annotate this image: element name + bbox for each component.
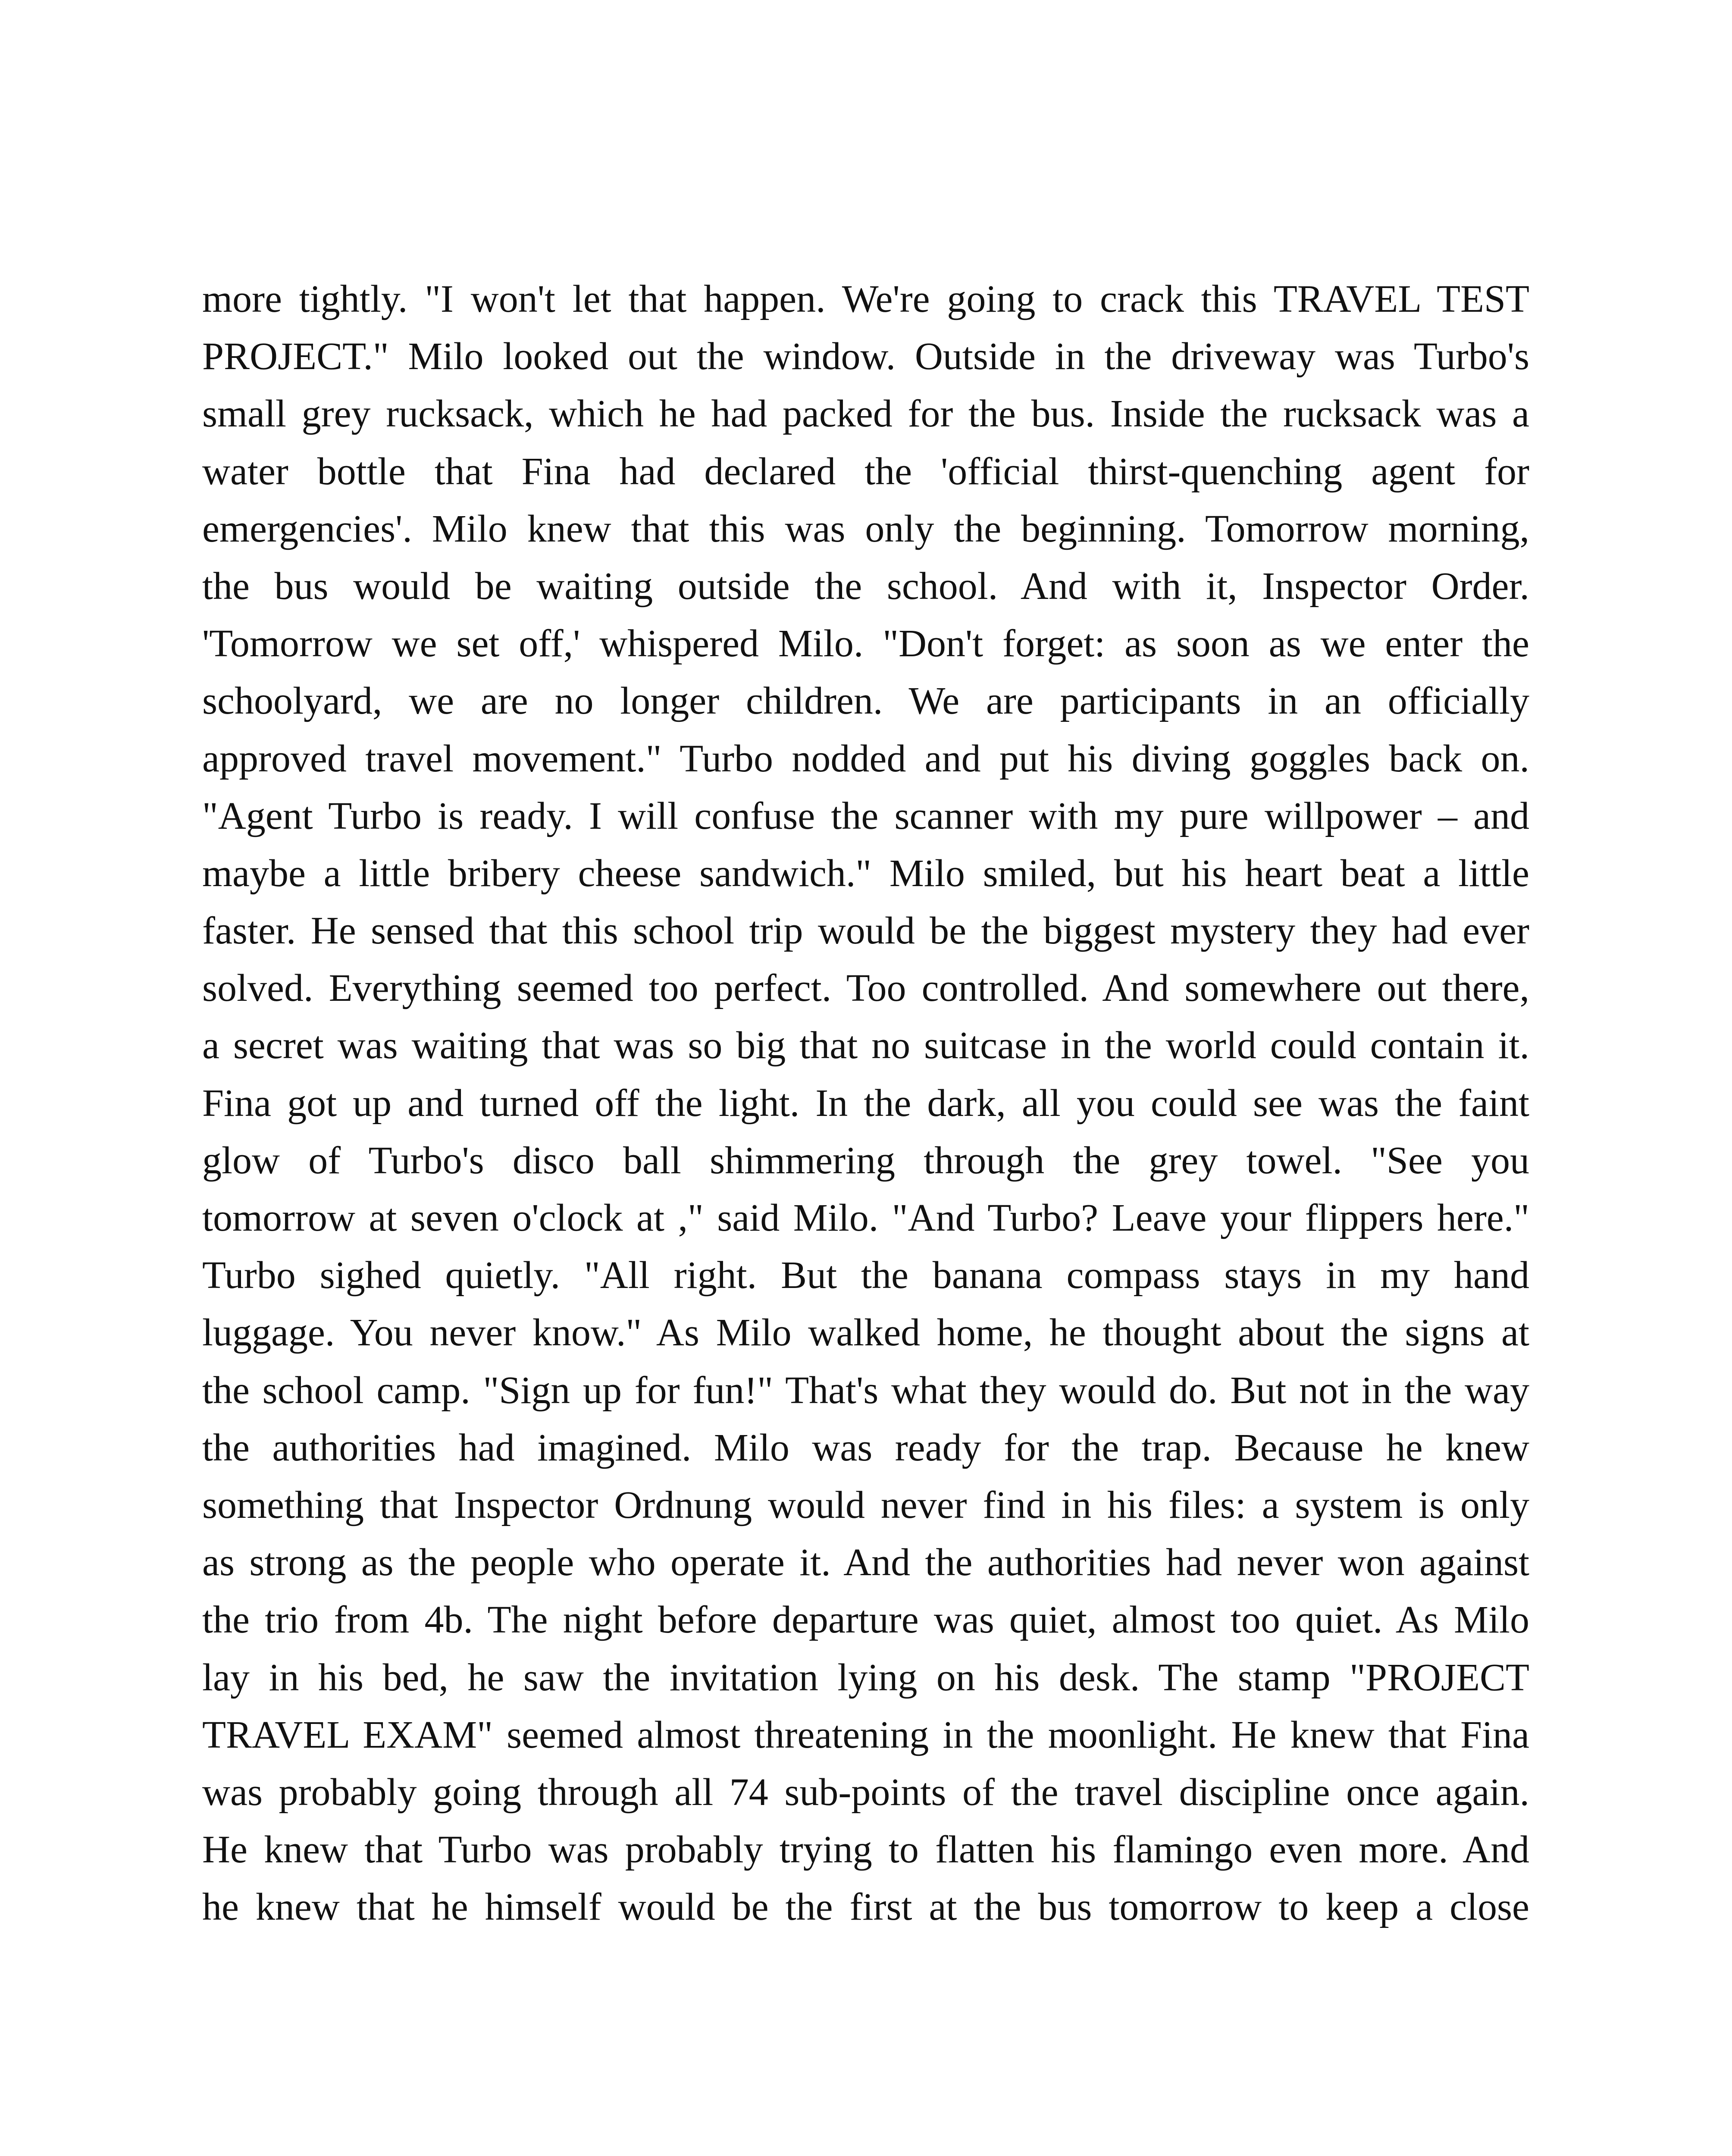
- text-line-27: was probably going through all 74 sub-points of the travel discipline once again.: [202, 1771, 1529, 1814]
- text-line-16: glow of Turbo's disco ball shimmering through the grey towel. "See you: [202, 1139, 1529, 1182]
- text-line-9: approved travel movement." Turbo nodded and put his diving goggles back on.: [202, 737, 1529, 780]
- text-line-20: the school camp. "Sign up for fun!" That's what they would do. But not in the way: [202, 1369, 1529, 1412]
- text-line-13: solved. Everything seemed too perfect. Too controlled. And somewhere out there,: [202, 967, 1529, 1010]
- text-line-7: 'Tomorrow we set off,' whispered Milo. "Don't forget: as soon as we enter the: [202, 622, 1529, 665]
- text-line-15: Fina got up and turned off the light. In the dark, all you could see was the faint: [202, 1081, 1529, 1125]
- text-line-8: schoolyard, we are no longer children. We are participants in an officially: [202, 680, 1529, 723]
- body-text: [202, 270, 1529, 1936]
- text-line-28: He knew that Turbo was probably trying to flatten his flamingo even more. And: [202, 1828, 1529, 1871]
- text-line-5: emergencies'. Milo knew that this was only the beginning. Tomorrow morning,: [202, 507, 1529, 550]
- text-line-19: luggage. You never know." As Milo walked home, he thought about the signs at: [202, 1311, 1529, 1354]
- text-line-18: Turbo sighed quietly. "All right. But the banana compass stays in my hand: [202, 1254, 1529, 1297]
- text-line-12: faster. He sensed that this school trip would be the biggest mystery they had ever: [202, 909, 1529, 953]
- text-line-11: maybe a little bribery cheese sandwich." Milo smiled, but his heart beat a little: [202, 852, 1529, 895]
- text-line-26: TRAVEL EXAM" seemed almost threatening in the moonlight. He knew that Fina: [202, 1713, 1529, 1756]
- text-line-25: lay in his bed, he saw the invitation lying on his desk. The stamp "PROJECT: [202, 1656, 1529, 1699]
- text-line-1: more tightly. "I won't let that happen. We're going to crack this TRAVEL TEST: [202, 278, 1529, 320]
- text-line-17: tomorrow at seven o'clock at ," said Milo. "And Turbo? Leave your flippers here.": [202, 1197, 1529, 1239]
- text-line-21: the authorities had imagined. Milo was ready for the trap. Because he knew: [202, 1426, 1529, 1469]
- text-line-23: as strong as the people who operate it. And the authorities had never won against: [202, 1541, 1529, 1584]
- text-line-14: a secret was waiting that was so big that no suitcase in the world could contain it.: [202, 1024, 1529, 1067]
- text-line-6: the bus would be waiting outside the school. And with it, Inspector Order.: [202, 564, 1529, 608]
- text-line-4: water bottle that Fina had declared the 'official thirst-quenching agent for: [202, 450, 1529, 493]
- text-line-3: small grey rucksack, which he had packed for the bus. Inside the rucksack was a: [202, 392, 1529, 436]
- text-line-29: he knew that he himself would be the first at the bus tomorrow to keep a close: [202, 1886, 1529, 1929]
- text-line-22: something that Inspector Ordnung would never find in his files: a system is only: [202, 1483, 1529, 1526]
- text-line-2: PROJECT." Milo looked out the window. Outside in the driveway was Turbo's: [202, 335, 1529, 378]
- text-line-24: the trio from 4b. The night before departure was quiet, almost too quiet. As Milo: [202, 1598, 1529, 1642]
- text-line-10: "Agent Turbo is ready. I will confuse the scanner with my pure willpower – and: [202, 794, 1529, 837]
